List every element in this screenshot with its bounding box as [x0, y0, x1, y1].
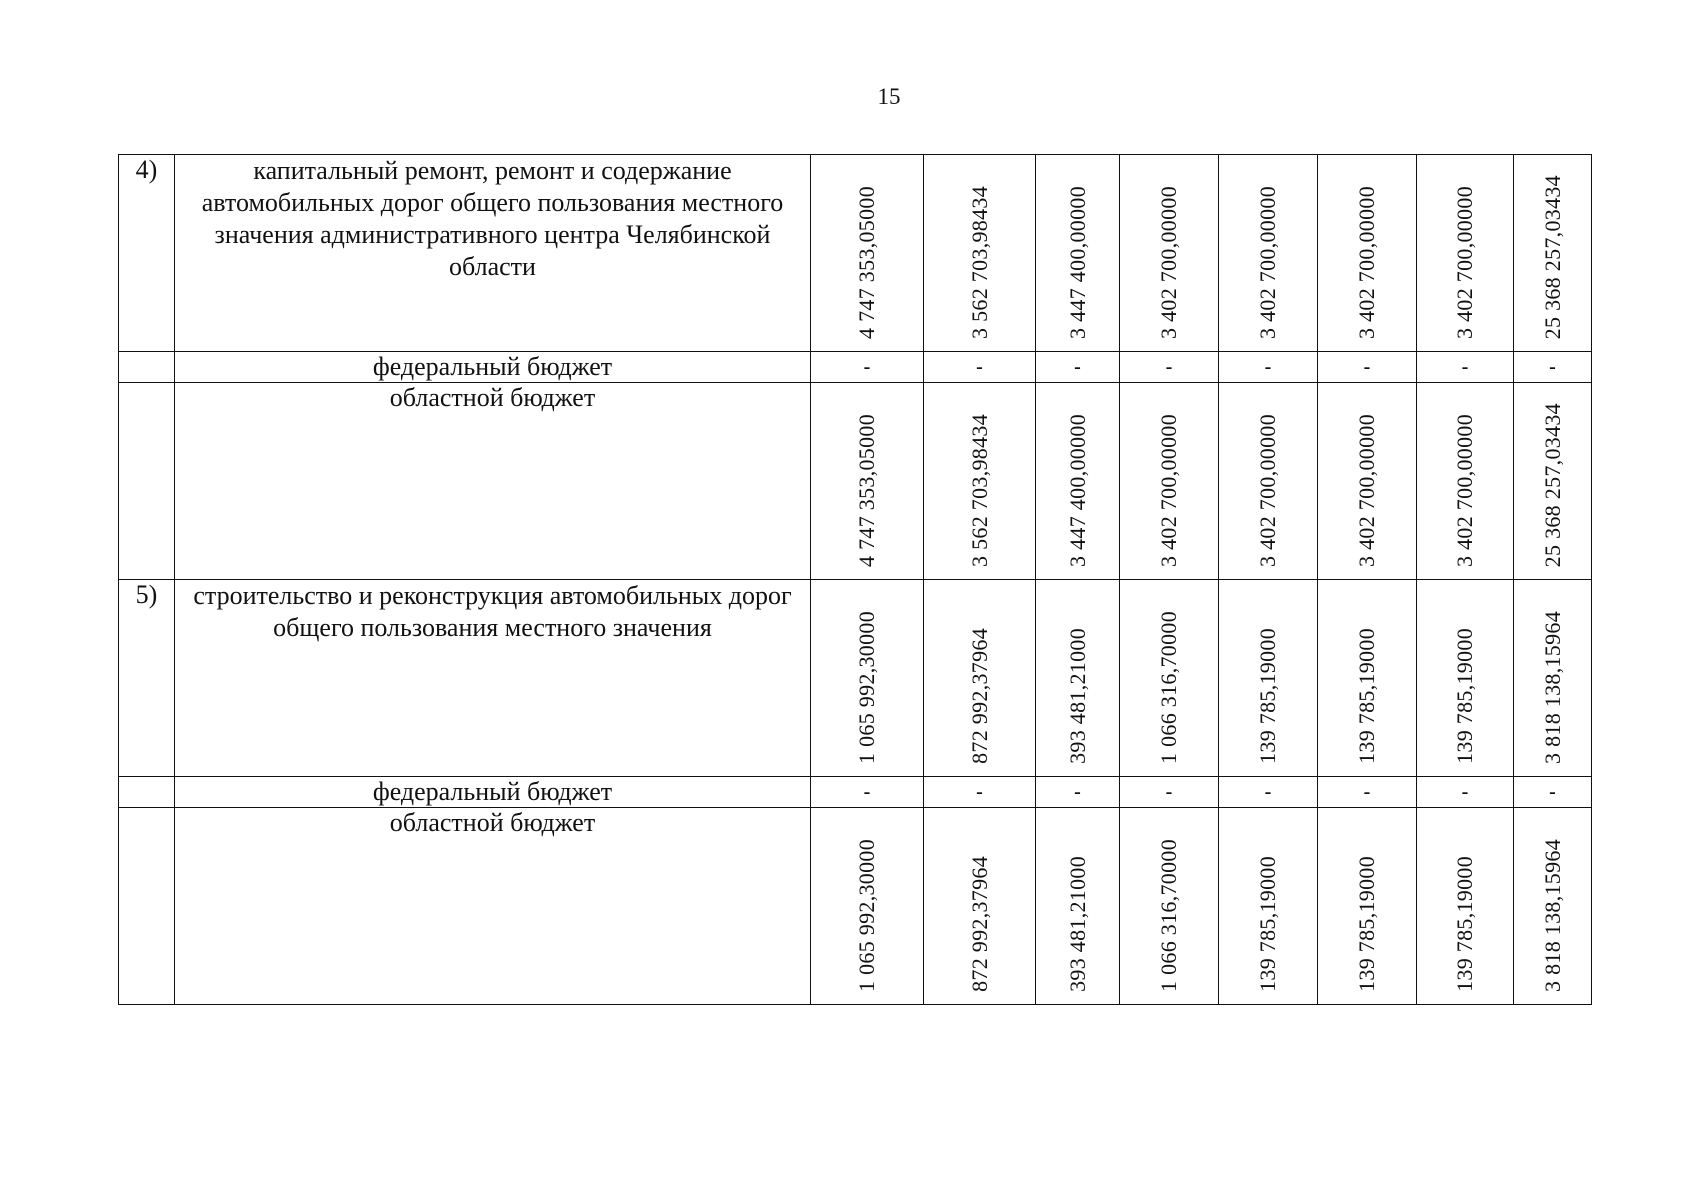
- empty-cell: [119, 777, 175, 808]
- value-cell: [924, 808, 1036, 1005]
- federal-budget-row: [119, 777, 1592, 808]
- dash-cell: -: [1514, 352, 1592, 383]
- value-text: 3 402 700,00000: [1354, 186, 1379, 339]
- dash-cell: -: [1219, 777, 1318, 808]
- value-text: 1 066 316,70000: [1156, 839, 1181, 992]
- value-text: 3 402 700,00000: [1354, 414, 1379, 567]
- section-title: строительство и реконструкция автомобильных дорог общего пользования местного значения: [175, 580, 811, 777]
- value-text: 139 785,19000: [1255, 628, 1280, 764]
- page-number: 15: [877, 84, 901, 109]
- value-text: 3 818 138,15964: [1539, 611, 1565, 764]
- value-cell: [811, 580, 924, 777]
- value-text: 393 481,21000: [1064, 628, 1090, 764]
- section-row: [119, 155, 1592, 352]
- regional-budget-row: [119, 808, 1592, 1005]
- empty-cell: [119, 383, 175, 580]
- value-cell: [1120, 808, 1219, 1005]
- value-text: 139 785,19000: [1452, 628, 1477, 764]
- value-text: 3 402 700,00000: [1156, 414, 1181, 567]
- value-cell: [1514, 383, 1592, 580]
- value-text: 1 066 316,70000: [1156, 611, 1181, 764]
- value-text: 872 992,37964: [966, 856, 992, 992]
- value-cell: [1417, 383, 1514, 580]
- dash-cell: -: [811, 777, 924, 808]
- value-text: 4 747 353,05000: [854, 186, 879, 339]
- empty-cell: [119, 808, 175, 1005]
- value-cell: [811, 155, 924, 352]
- value-cell: [1514, 580, 1592, 777]
- value-text: 3 402 700,00000: [1452, 186, 1477, 339]
- value-cell: [1514, 808, 1592, 1005]
- empty-cell: [119, 352, 175, 383]
- value-text: 3 562 703,98434: [966, 186, 992, 339]
- value-cell: [1036, 808, 1120, 1005]
- value-cell: [1417, 808, 1514, 1005]
- federal-budget-row: [119, 352, 1592, 383]
- table-body: [119, 155, 1592, 1005]
- value-text: 139 785,19000: [1255, 856, 1280, 992]
- value-cell: [1120, 383, 1219, 580]
- section-title: капитальный ремонт, ремонт и содержание автомобильных дорог общего пользования местного значения административного центра Челябинской области: [175, 155, 811, 352]
- value-cell: [924, 580, 1036, 777]
- value-cell: [1318, 155, 1417, 352]
- value-text: 25 368 257,03434: [1539, 402, 1565, 567]
- value-text: 3 402 700,00000: [1452, 414, 1477, 567]
- dash-cell: -: [1417, 352, 1514, 383]
- value-cell: [1318, 580, 1417, 777]
- value-text: 3 447 400,00000: [1064, 186, 1090, 339]
- federal-budget-label: федеральный бюджет: [175, 352, 811, 383]
- value-cell: [1417, 155, 1514, 352]
- dash-cell: -: [1120, 777, 1219, 808]
- value-cell: [1417, 580, 1514, 777]
- dash-cell: -: [924, 352, 1036, 383]
- federal-budget-label: федеральный бюджет: [175, 777, 811, 808]
- dash-cell: -: [1120, 352, 1219, 383]
- budget-table: [118, 154, 1592, 1005]
- value-text: 25 368 257,03434: [1539, 174, 1565, 339]
- value-cell: [1219, 808, 1318, 1005]
- dash-cell: -: [1318, 352, 1417, 383]
- value-text: 872 992,37964: [966, 628, 992, 764]
- value-cell: [924, 155, 1036, 352]
- value-text: 4 747 353,05000: [854, 414, 879, 567]
- dash-cell: -: [924, 777, 1036, 808]
- value-cell: [811, 808, 924, 1005]
- dash-cell: -: [811, 352, 924, 383]
- value-cell: [811, 383, 924, 580]
- value-text: 1 065 992,30000: [854, 839, 879, 992]
- section-number: 4): [119, 155, 175, 352]
- value-text: 1 065 992,30000: [854, 611, 879, 764]
- value-text: 3 402 700,00000: [1255, 414, 1280, 567]
- value-cell: [924, 383, 1036, 580]
- dash-cell: -: [1219, 352, 1318, 383]
- value-text: 3 447 400,00000: [1064, 414, 1090, 567]
- value-cell: [1514, 155, 1592, 352]
- value-text: 3 402 700,00000: [1255, 186, 1280, 339]
- value-text: 139 785,19000: [1354, 856, 1379, 992]
- value-cell: [1120, 155, 1219, 352]
- value-cell: [1318, 383, 1417, 580]
- regional-budget-row: [119, 383, 1592, 580]
- value-text: 3 402 700,00000: [1156, 186, 1181, 339]
- value-cell: [1318, 808, 1417, 1005]
- dash-cell: -: [1036, 777, 1120, 808]
- value-text: 393 481,21000: [1064, 856, 1090, 992]
- value-text: 3 562 703,98434: [966, 414, 992, 567]
- value-text: 139 785,19000: [1452, 856, 1477, 992]
- value-cell: [1120, 580, 1219, 777]
- section-number: 5): [119, 580, 175, 777]
- regional-budget-label: областной бюджет: [175, 808, 811, 1005]
- value-cell: [1219, 383, 1318, 580]
- dash-cell: -: [1036, 352, 1120, 383]
- value-text: 3 818 138,15964: [1539, 839, 1565, 992]
- value-cell: [1219, 155, 1318, 352]
- value-cell: [1219, 580, 1318, 777]
- dash-cell: -: [1514, 777, 1592, 808]
- value-cell: [1036, 155, 1120, 352]
- value-cell: [1036, 580, 1120, 777]
- value-text: 139 785,19000: [1354, 628, 1379, 764]
- value-cell: [1036, 383, 1120, 580]
- dash-cell: -: [1417, 777, 1514, 808]
- regional-budget-label: областной бюджет: [175, 383, 811, 580]
- section-row: [119, 580, 1592, 777]
- dash-cell: -: [1318, 777, 1417, 808]
